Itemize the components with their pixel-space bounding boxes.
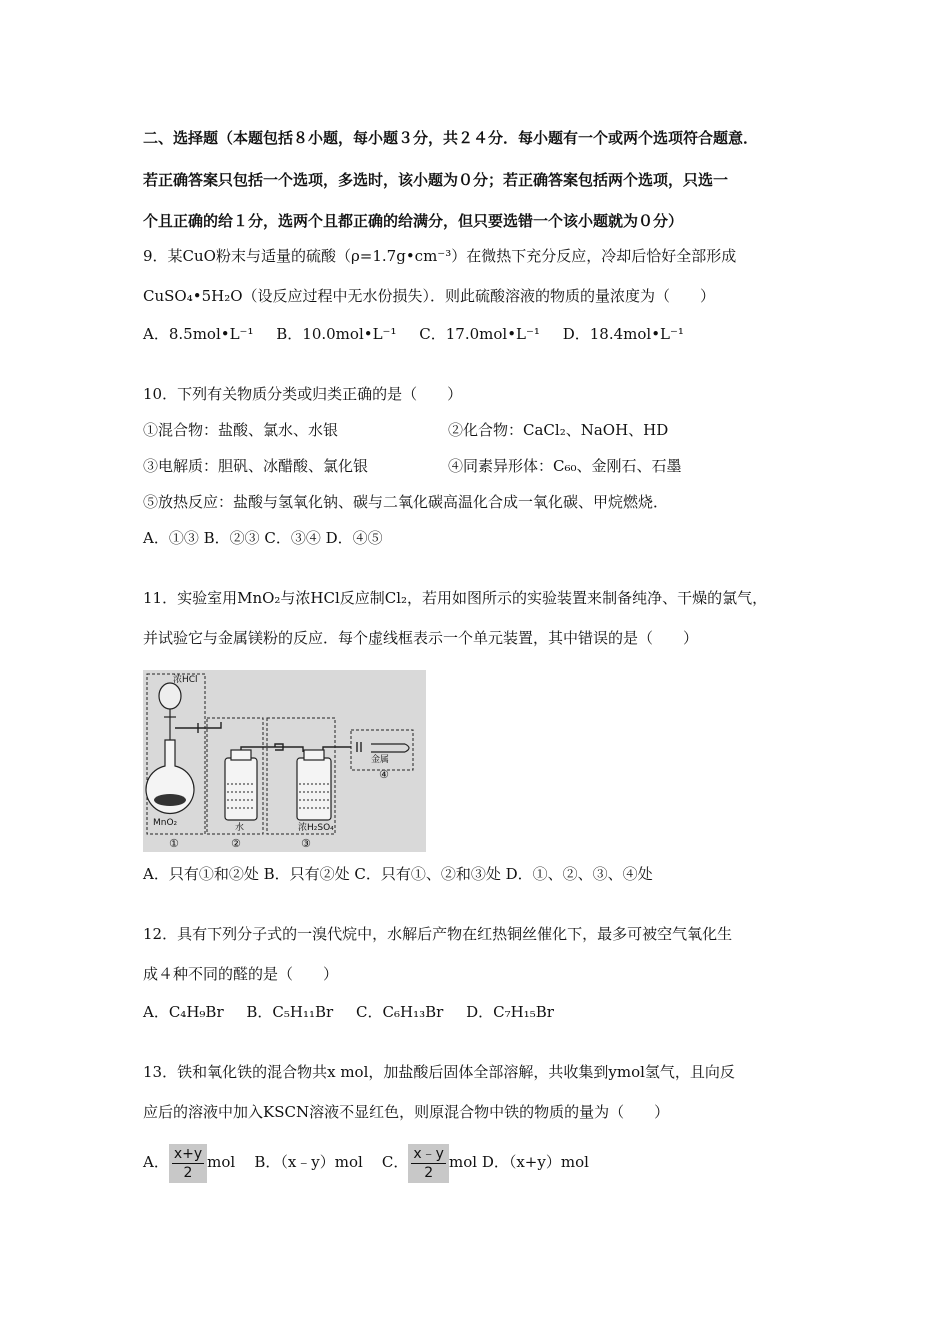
q9-stem-line-2: CuSO₄•5H₂O（设反应过程中无水份损失）．则此硫酸溶液的物质的量浓度为（ ） xyxy=(143,287,716,305)
q13-options xyxy=(143,1140,589,1184)
label-unit-2: ② xyxy=(231,837,241,850)
q9-stem-line-1: 9．某CuO粉末与适量的硫酸（ρ=1.7g•cm⁻³）在微热下充分反应，冷却后恰好全部形成 xyxy=(143,247,737,265)
q13-option-a-unit: mol xyxy=(207,1153,236,1171)
fraction-denominator: 2 xyxy=(424,1164,434,1181)
q13-option-c-prefix: C． xyxy=(381,1153,409,1171)
q10-item-5: ⑤放热反应：盐酸与氢氧化钠、碳与二氧化碳高温化合成一氧化碳、甲烷燃烧． xyxy=(143,493,669,511)
q12-option-b[interactable]: B．C₅H₁₁Br xyxy=(246,1003,334,1021)
q9-option-a[interactable]: A．8.5mol•L⁻¹ xyxy=(143,325,254,343)
q10-item-2: ②化合物：CaCl₂、NaOH、HD xyxy=(448,421,669,439)
label-h2so4: 浓H₂SO₄ xyxy=(298,823,334,833)
q13-stem-line-1: 13．铁和氧化铁的混合物共x mol，加盐酸后固体全部溶解，共收集到ymol氢气，且向反 xyxy=(143,1063,735,1081)
heading-line-3: 个且正确的给１分，选两个且都正确的给满分，但只要选错一个该小题就为０分） xyxy=(143,212,684,230)
q11-stem-line-1: 11．实验室用MnO₂与浓HCl反应制Cl₂，若用如图所示的实验装置来制备纯净、干燥的氯气， xyxy=(143,589,768,607)
q11-stem-line-2: 并试验它与金属镁粉的反应．每个虚线框表示一个单元装置，其中错误的是（ ） xyxy=(143,629,699,647)
q12-option-d[interactable]: D．C₇H₁₅Br xyxy=(466,1003,554,1021)
wash-bottle-2 xyxy=(225,750,257,820)
q12-stem-line-2: 成４种不同的醛的是（ ） xyxy=(143,965,339,983)
q11-options[interactable]: A．只有①和②处 B．只有②处 C．只有①、②和③处 D．①、②、③、④处 xyxy=(143,865,653,883)
label-unit-3: ③ xyxy=(301,837,311,850)
q10-item-3: ③电解质：胆矾、冰醋酸、氯化银 xyxy=(143,457,369,475)
q9-option-c[interactable]: C．17.0mol•L⁻¹ xyxy=(419,325,540,343)
q13-stem-line-2: 应后的溶液中加入KSCN溶液不显红色，则原混合物中铁的物质的量为（ ） xyxy=(143,1103,670,1121)
q12-option-c[interactable]: C．C₆H₁₃Br xyxy=(356,1003,444,1021)
label-unit-4: ④ xyxy=(379,768,389,781)
fraction-numerator: x﹣y xyxy=(413,1145,444,1162)
wash-bottle-3 xyxy=(297,750,331,820)
q13-option-d[interactable]: D．（x+y）mol xyxy=(481,1153,589,1171)
q10-options[interactable]: A．①③ B．②③ C．③④ D．④⑤ xyxy=(143,529,383,547)
apparatus-figure xyxy=(143,670,426,852)
q13-option-a[interactable] xyxy=(143,1145,240,1181)
label-mno2: MnO₂ xyxy=(153,818,178,828)
fraction-x-minus-y-over-2 xyxy=(408,1144,449,1183)
q10-item-1: ①混合物：盐酸、氯水、水银 xyxy=(143,421,339,439)
q12-options xyxy=(143,1002,572,1022)
q13-option-c-unit: mol xyxy=(448,1153,478,1171)
fraction-denominator: 2 xyxy=(183,1164,193,1181)
mno2-solid xyxy=(154,794,186,806)
q9-option-d[interactable]: D．18.4mol•L⁻¹ xyxy=(562,325,684,343)
fraction-x-plus-y-over-2 xyxy=(169,1144,207,1183)
tubes xyxy=(175,722,361,752)
q12-stem-line-1: 12．具有下列分子式的一溴代烷中，水解后产物在红热铜丝催化下，最多可被空气氧化生 xyxy=(143,925,733,943)
q12-option-a[interactable]: A．C₄H₉Br xyxy=(143,1003,224,1021)
q10-stem: 10．下列有关物质分类或归类正确的是（ ） xyxy=(143,385,463,403)
q9-options xyxy=(143,324,702,344)
separatory-funnel xyxy=(159,683,181,740)
label-water: 水 xyxy=(235,823,245,833)
heading-line-2: 若正确答案只包括一个选项，多选时，该小题为０分；若正确答案包括两个选项，只选一 xyxy=(143,171,729,189)
q10-item-4: ④同素异形体：C₆₀、金刚石、石墨 xyxy=(448,457,682,475)
label-metal: 金属 xyxy=(371,755,390,765)
reaction-tube-4 xyxy=(371,744,409,752)
q13-option-a-prefix: A． xyxy=(143,1153,169,1171)
q9-option-b[interactable]: B．10.0mol•L⁻¹ xyxy=(276,325,397,343)
heading-line-1: 二、选择题（本题包括８小题，每小题３分，共２４分．每小题有一个或两个选项符合题意． xyxy=(143,129,759,147)
apparatus-diagram xyxy=(143,670,426,852)
label-unit-1: ① xyxy=(169,837,179,850)
fraction-numerator: x+y xyxy=(173,1145,203,1162)
q13-option-c[interactable] xyxy=(381,1145,482,1181)
label-hcl: 浓HCl xyxy=(173,675,198,685)
q13-option-b[interactable]: B．（x﹣y）mol xyxy=(254,1153,363,1171)
